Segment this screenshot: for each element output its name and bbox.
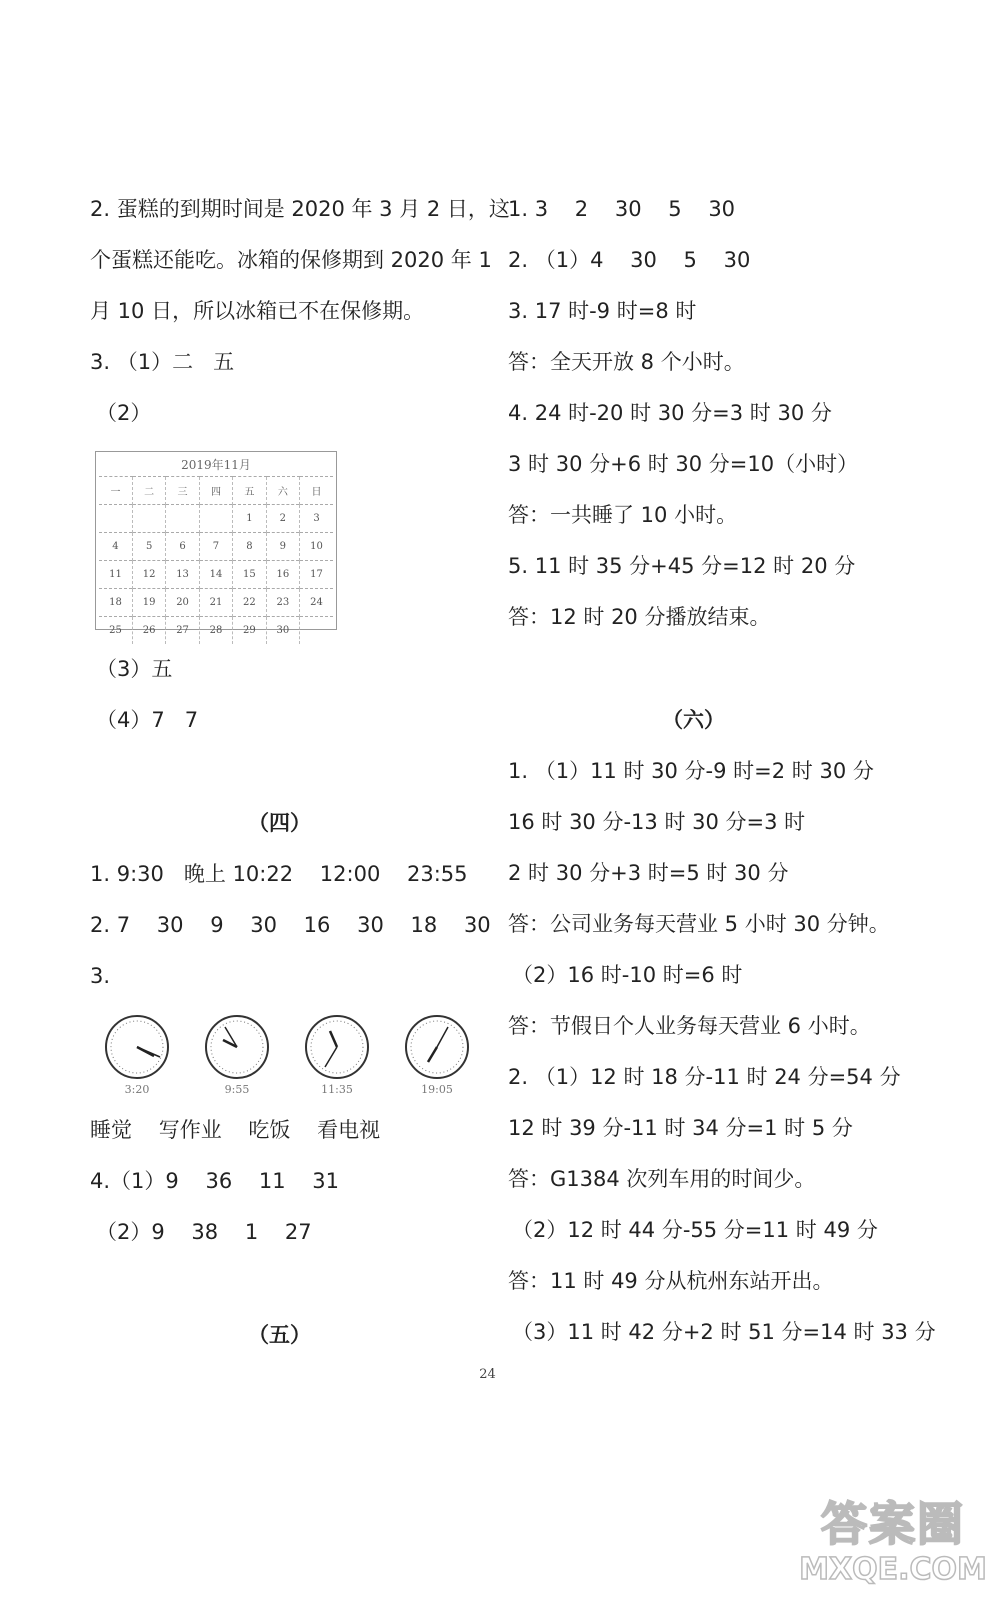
right-line-4: 答：全天开放 8 个小时。 [508, 350, 745, 374]
calendar-day: 4 [99, 533, 132, 561]
right-line-17: 12 时 39 分-11 时 34 分=1 时 5 分 [508, 1116, 853, 1140]
right-line-21: （3）11 时 42 分+2 时 51 分=14 时 33 分 [512, 1320, 936, 1344]
calendar-day: 14 [199, 561, 232, 589]
calendar-day: 12 [132, 561, 165, 589]
right-line-2: 2. （1）4 30 5 30 [508, 248, 751, 272]
calendar-weekday: 四 [199, 477, 232, 505]
clock-label: 3:20 [124, 1083, 150, 1096]
calendar-day: 21 [199, 589, 232, 617]
calendar-week-row [99, 589, 333, 617]
calendar-day: 5 [132, 533, 165, 561]
watermark-text-url: MXQE.COM [799, 1552, 987, 1587]
calendar-day: 10 [300, 533, 333, 561]
right-line-3: 3. 17 时-9 时=8 时 [508, 299, 697, 323]
section4-line-2: 2. 7 30 9 30 16 30 18 30 [90, 913, 491, 937]
calendar-day: 11 [99, 561, 132, 589]
calendar-day: 25 [99, 617, 132, 645]
calendar-day: 18 [99, 589, 132, 617]
section-heading-6: （六） [662, 708, 725, 732]
clock-icon [204, 1014, 270, 1080]
calendar-day [166, 505, 199, 533]
calendar-day: 24 [300, 589, 333, 617]
right-line-13: 答：公司业务每天营业 5 小时 30 分钟。 [508, 912, 890, 936]
right-line-5: 4. 24 时-20 时 30 分=3 时 30 分 [508, 401, 832, 425]
section4-line-4b: （2）9 38 1 27 [96, 1220, 312, 1244]
calendar-week-row [99, 561, 333, 589]
calendar-day: 6 [166, 533, 199, 561]
calendar-day: 17 [300, 561, 333, 589]
right-line-20: 答：11 时 49 分从杭州东站开出。 [508, 1269, 834, 1293]
section-heading-5: （五） [248, 1323, 311, 1347]
calendar [95, 451, 337, 636]
calendar-day: 15 [233, 561, 266, 589]
calendar-day: 23 [266, 589, 299, 617]
calendar-day: 9 [266, 533, 299, 561]
calendar-day: 26 [132, 617, 165, 645]
right-line-11: 16 时 30 分-13 时 30 分=3 时 [508, 810, 806, 834]
right-line-8: 5. 11 时 35 分+45 分=12 时 20 分 [508, 554, 856, 578]
calendar-day: 16 [266, 561, 299, 589]
calendar-day: 22 [233, 589, 266, 617]
right-line-6: 3 时 30 分+6 时 30 分=10（小时） [508, 452, 859, 476]
calendar-weekday: 二 [132, 477, 165, 505]
calendar-day [199, 505, 232, 533]
right-line-1: 1. 3 2 30 5 30 [508, 197, 736, 221]
watermark-text-cn: 答案圈 [821, 1497, 965, 1551]
section4-activities: 睡觉 写作业 吃饭 看电视 [90, 1118, 381, 1142]
calendar-day [132, 505, 165, 533]
left-q3-1: 3. （1）二 五 [90, 350, 235, 374]
right-line-12: 2 时 30 分+3 时=5 时 30 分 [508, 861, 789, 885]
calendar-table [99, 476, 333, 644]
left-line-2: 个蛋糕还能吃。冰箱的保修期到 2020 年 1 [90, 248, 492, 272]
clock-label: 11:35 [321, 1083, 353, 1096]
calendar-day [300, 617, 333, 645]
calendar-day: 13 [166, 561, 199, 589]
calendar-weekday: 日 [300, 477, 333, 505]
calendar-day: 1 [233, 505, 266, 533]
calendar-weekday: 六 [266, 477, 299, 505]
section4-line-1: 1. 9:30 晚上 10:22 12:00 23:55 [90, 862, 468, 886]
calendar-day: 7 [199, 533, 232, 561]
calendar-weekday: 三 [166, 477, 199, 505]
calendar-day: 30 [266, 617, 299, 645]
page-number: 24 [479, 1367, 496, 1382]
calendar-day: 27 [166, 617, 199, 645]
right-line-16: 2. （1）12 时 18 分-11 时 24 分=54 分 [508, 1065, 901, 1089]
calendar-day: 28 [199, 617, 232, 645]
section4-line-4a: 4.（1）9 36 11 31 [90, 1169, 340, 1193]
calendar-weekday: 一 [99, 477, 132, 505]
calendar-weekday-row [99, 477, 333, 505]
calendar-day: 2 [266, 505, 299, 533]
right-line-9: 答：12 时 20 分播放结束。 [508, 605, 771, 629]
left-line-1: 2. 蛋糕的到期时间是 2020 年 3 月 2 日，这 [90, 197, 510, 221]
section-heading-4: （四） [248, 811, 311, 835]
calendar-week-row [99, 533, 333, 561]
calendar-day [99, 505, 132, 533]
calendar-day: 29 [233, 617, 266, 645]
right-line-7: 答：一共睡了 10 小时。 [508, 503, 738, 527]
right-line-15: 答：节假日个人业务每天营业 6 小时。 [508, 1014, 871, 1038]
right-line-10: 1. （1）11 时 30 分-9 时=2 时 30 分 [508, 759, 874, 783]
watermark-logo [793, 1488, 993, 1598]
calendar-day: 3 [300, 505, 333, 533]
left-q3-3: （3）五 [96, 657, 173, 681]
clock-label: 19:05 [421, 1083, 453, 1096]
calendar-day: 8 [233, 533, 266, 561]
calendar-title: 2019年11月 [181, 458, 251, 472]
right-line-19: （2）12 时 44 分-55 分=11 时 49 分 [512, 1218, 878, 1242]
left-q3-2: （2） [96, 401, 152, 425]
left-line-3: 月 10 日，所以冰箱已不在保修期。 [90, 299, 425, 323]
right-line-14: （2）16 时-10 时=6 时 [512, 963, 743, 987]
calendar-day: 19 [132, 589, 165, 617]
calendar-week-row [99, 617, 333, 645]
clock-icon [104, 1014, 170, 1080]
clock-icon [304, 1014, 370, 1080]
right-line-18: 答：G1384 次列车用的时间少。 [508, 1167, 816, 1191]
section4-line-3: 3. [90, 964, 111, 988]
calendar-day: 20 [166, 589, 199, 617]
calendar-week-row [99, 505, 333, 533]
clock-icon [404, 1014, 470, 1080]
left-q3-4: （4）7 7 [96, 708, 199, 732]
calendar-weekday: 五 [233, 477, 266, 505]
clock-label: 9:55 [224, 1083, 250, 1096]
